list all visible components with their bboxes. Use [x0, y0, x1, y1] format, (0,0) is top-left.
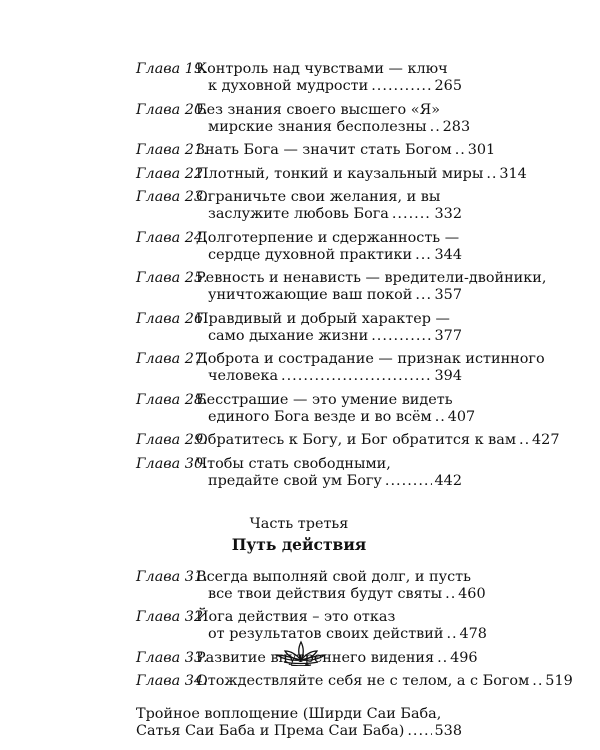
toc-entry[interactable]: [136, 101, 471, 136]
entry-page-number: 332: [434, 206, 462, 222]
chapter-number: Глава 21.: [136, 142, 208, 158]
toc-entry[interactable]: [136, 142, 496, 159]
chapter-number: Глава 26.: [136, 310, 208, 327]
entry-title-line1: Йога действия – это отказ: [196, 609, 396, 625]
dot-leader: [415, 247, 431, 264]
entry-title-line1: Чтобы стать свободными,: [196, 455, 391, 472]
entry-title-line2: все твои действия будут святы: [208, 585, 443, 602]
entry-title-line2: единого Бога везде и во всём: [208, 408, 432, 425]
entry-page-number: 314: [499, 165, 527, 182]
entry-page-number: 478: [459, 626, 487, 642]
entry-title-line2: сердце духовной практики: [208, 246, 413, 263]
entry-title-line2: Отождествляйте себя не с телом, а с Богом: [196, 673, 530, 689]
dot-leader: [437, 650, 447, 667]
dot-leader: [532, 673, 542, 690]
toc-entry[interactable]: [136, 165, 527, 183]
toc-entry[interactable]: [136, 351, 545, 385]
entry-page-number: 265: [434, 78, 462, 94]
dot-leader: [371, 78, 431, 95]
chapter-list-part-three: [136, 568, 573, 691]
entry-title-line1: Всегда выполняй свой долг, и пусть: [196, 568, 471, 585]
entry-page-number: 538: [434, 723, 462, 739]
entry-title-line1: Контроль над чувствами — ключ: [196, 61, 448, 77]
toc-entry[interactable]: [136, 61, 462, 95]
entry-page-number: 377: [434, 327, 462, 344]
dot-leader: [392, 206, 432, 223]
entry-title-line1: Бесстрашие — это умение видеть: [196, 391, 453, 408]
chapter-number: Глава 27.: [136, 351, 208, 367]
entry-page-number: 394: [434, 368, 462, 384]
chapter-number: Глава 25.: [136, 270, 208, 286]
toc-entry[interactable]: [136, 456, 462, 490]
chapter-number: Глава 32.: [136, 609, 208, 625]
chapter-list-part-two: [136, 61, 560, 490]
chapter-number: Глава 30.: [136, 455, 208, 472]
toc-entry[interactable]: [136, 673, 573, 690]
entry-title-line2: уничтожающие ваш покой: [208, 287, 413, 303]
entry-page-number: 460: [458, 585, 486, 602]
entry-title-line2: Обратитесь к Богу, и Бог обратится к вам: [196, 432, 517, 448]
entry-title-line1: Доброта и сострадание — признак истинного: [196, 351, 545, 367]
entry-page-number: 407: [447, 408, 476, 425]
entry-title-line2: предайте свой ум Богу: [208, 472, 382, 489]
entry-title-line2: мирские знания бесполезны: [208, 118, 427, 135]
dot-leader: [455, 142, 465, 159]
part-heading: [136, 516, 462, 553]
toc-entry-appendix[interactable]: [136, 706, 462, 740]
entry-page-number: 442: [434, 472, 462, 489]
chapter-number: Глава 28.: [136, 391, 208, 408]
entry-page-number: 344: [434, 246, 462, 263]
entry-title-line1: Ревность и ненависть — вредители-двойники,: [196, 270, 547, 286]
toc-entry[interactable]: [136, 432, 560, 449]
toc-entry[interactable]: [136, 311, 462, 345]
dot-leader: [385, 473, 432, 490]
part-subtitle: Путь действия: [231, 534, 367, 554]
entry-title-line1: Ограничьте свои желания, и вы: [196, 189, 441, 205]
chapter-number: Глава 20.: [136, 101, 208, 118]
chapter-number: Глава 31.: [136, 568, 208, 585]
entry-title-line2: от результатов своих действий: [208, 626, 444, 642]
entry-page-number: 283: [442, 118, 471, 135]
lotus-icon: [274, 638, 328, 666]
entry-title-line2: к духовной мудрости: [208, 78, 369, 94]
entry-page-number: 427: [532, 432, 560, 448]
toc-entry[interactable]: [136, 230, 462, 264]
chapter-number: Глава 22.: [136, 165, 208, 182]
entry-page-number: 496: [450, 649, 478, 666]
entry-title-line2: Плотный, тонкий и каузальный миры: [196, 165, 484, 182]
entry-title-line2: Знать Бога — значит стать Богом: [196, 142, 452, 158]
dot-leader: [281, 368, 432, 385]
entry-title-line1: Правдивый и добрый характер —: [196, 310, 450, 327]
dot-leader: [435, 409, 445, 426]
dot-leader: [445, 586, 455, 603]
dot-leader: [519, 432, 529, 449]
entry-title-line2: человека: [208, 368, 279, 384]
entry-title-line2: само дыхание жизни: [208, 327, 369, 344]
entry-page-number: 301: [467, 142, 496, 158]
chapter-number: Глава 29.: [136, 432, 208, 448]
dot-leader: [407, 723, 431, 740]
dot-leader: [415, 287, 431, 304]
chapter-number: Глава 33.: [136, 649, 208, 666]
entry-page-number: 519: [545, 673, 573, 689]
toc-entry[interactable]: [136, 391, 476, 426]
chapter-number: Глава 19.: [136, 61, 208, 77]
dot-leader: [486, 166, 496, 183]
dot-leader: [430, 119, 440, 136]
toc-entry[interactable]: [136, 568, 486, 603]
entry-title-line1: Тройное воплощение (Ширди Саи Баба,: [136, 706, 442, 722]
chapter-number: Глава 24.: [136, 229, 208, 246]
dot-leader: [371, 328, 431, 345]
chapter-number: Глава 34.: [136, 673, 208, 689]
entry-title-line2: заслужите любовь Бога: [208, 206, 389, 222]
entry-page-number: 357: [434, 287, 462, 303]
entry-title-line1: Долготерпение и сдержанность —: [196, 229, 460, 246]
entry-title-line2: Развитие внутреннего видения: [196, 649, 435, 666]
part-title: Часть третья: [249, 515, 349, 532]
entry-title-line1: Без знания своего высшего «Я»: [196, 101, 441, 118]
dot-leader: [446, 626, 456, 643]
toc-entry[interactable]: [136, 189, 462, 223]
toc-entry[interactable]: [136, 270, 547, 304]
entry-title-line2: Сатья Саи Баба и Према Саи Баба): [136, 723, 405, 739]
chapter-number: Глава 23.: [136, 189, 208, 205]
